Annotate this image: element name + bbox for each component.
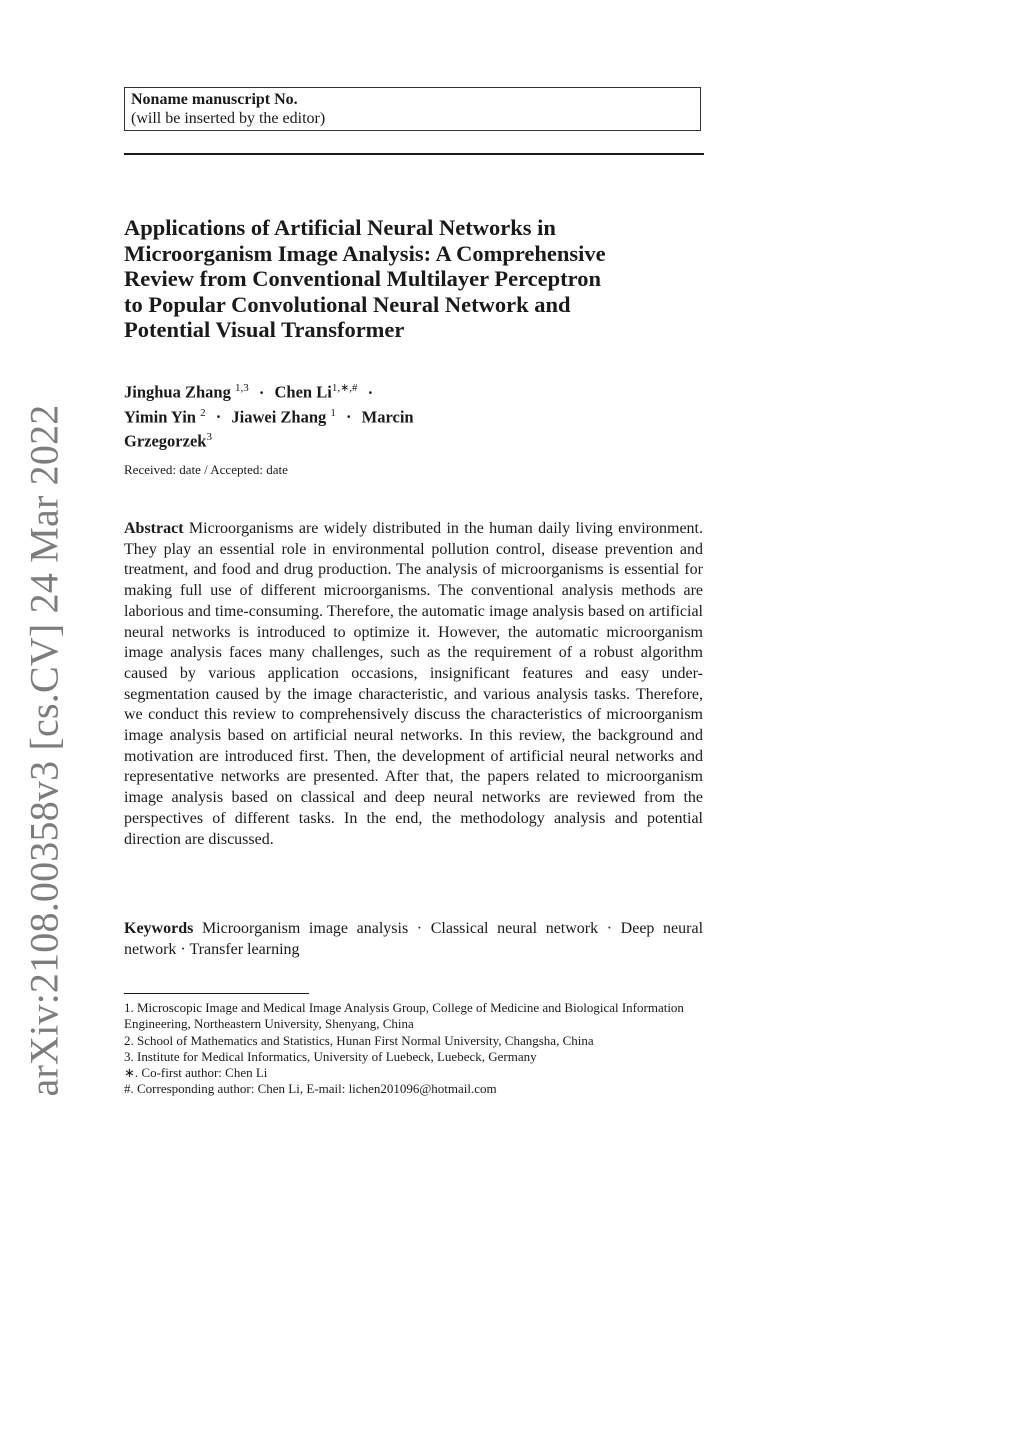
author-separator: · xyxy=(215,407,222,426)
keywords-text: Microorganism image analysis · Classical neural network · Deep neural network · Transfer learning xyxy=(124,920,704,958)
author-line xyxy=(124,403,624,428)
author-name: Jiawei Zhang xyxy=(231,407,327,426)
manuscript-number-label: Noname manuscript No. xyxy=(131,91,298,108)
title-line: Review from Conventional Multilayer Perceptron xyxy=(124,266,602,291)
header-rule xyxy=(124,153,704,155)
abstract-text: Microorganisms are widely distributed in the human daily living environment. They play an essential role in environmental pollution control, disease prevention and treatment, and food and drug production. The analysis of microorganisms is essential for making full use of different microorganisms. The conventional analysis methods are laborious and time-consuming. Therefore, the automatic image analysis based on artificial neural networks is introduced to optimize it. However, the automatic microorganism image analysis faces many challenges, such as the requirement of a robust algorithm caused by various application occasions, insignificant features and easy under-segmentation caused by the image characteristic, and various analysis tasks. Therefore, we conduct this review to comprehensively discuss the characteristics of microorganism image analysis based on artificial neural networks. In this review, the background and motivation are introduced first. Then, the development of artificial neural networks and representative networks are presented. After that, the papers related to microorganism image analysis based on classical and deep neural networks are reviewed from the perspectives of different tasks. In the end, the methodology analysis and potential direction are discussed. xyxy=(124,520,704,848)
paper-title xyxy=(124,215,709,343)
keywords-label: Keywords xyxy=(124,920,194,937)
author-separator: · xyxy=(258,382,265,402)
received-date: Received: date / Accepted: date xyxy=(124,462,288,477)
title-line: Potential Visual Transformer xyxy=(124,317,405,342)
author-affiliation: 3 xyxy=(206,431,212,443)
title-line: Microorganism Image Analysis: A Comprehensive xyxy=(124,240,606,266)
footnote: ∗. Co-first author: Chen Li xyxy=(124,1065,268,1081)
author-name-part: Grzegorzek xyxy=(124,431,207,451)
author-line xyxy=(124,378,624,403)
author-name-part: Marcin xyxy=(361,407,414,426)
footnote-rule xyxy=(124,993,309,994)
editor-note: (will be inserted by the editor) xyxy=(131,110,326,127)
manuscript-box xyxy=(124,87,701,131)
author-name: Yimin Yin xyxy=(124,407,196,426)
author-affiliation: 1 xyxy=(330,406,336,419)
author-name: Jinghua Zhang xyxy=(124,382,231,402)
title-line: Applications of Artificial Neural Networks in xyxy=(124,215,556,240)
arxiv-side-stamp xyxy=(16,404,72,1096)
author-separator: · xyxy=(367,382,374,402)
author-list xyxy=(124,378,624,452)
keywords xyxy=(124,919,703,960)
arxiv-identifier: arXiv:2108.00358v3 [cs.CV] 24 Mar 2022 xyxy=(21,404,67,1096)
author-name: Chen Li xyxy=(274,382,332,402)
footnote: 1. Microscopic Image and Medical Image Analysis Group, College of Medicine and Biological Information Engineering, Northeastern University, Shenyang, China xyxy=(124,1000,684,1032)
author-separator: · xyxy=(346,407,352,426)
abstract-label: Abstract xyxy=(124,520,184,537)
footnote: 2. School of Mathematics and Statistics, Hunan First Normal University, Changsha, China xyxy=(124,1032,594,1048)
footnotes xyxy=(124,1000,704,1098)
abstract xyxy=(124,519,703,850)
footnote: #. Corresponding author: Chen Li, E-mail: lichen201096@hotmail.com xyxy=(124,1081,497,1097)
footnote: 3. Institute for Medical Informatics, University of Luebeck, Luebeck, Germany xyxy=(124,1048,537,1064)
author-affiliation: 1,3 xyxy=(234,382,249,394)
author-affiliation: 1,∗,# xyxy=(331,382,358,394)
title-line: to Popular Convolutional Neural Network and xyxy=(124,291,571,317)
author-line xyxy=(124,427,624,452)
author-affiliation: 2 xyxy=(200,406,206,419)
